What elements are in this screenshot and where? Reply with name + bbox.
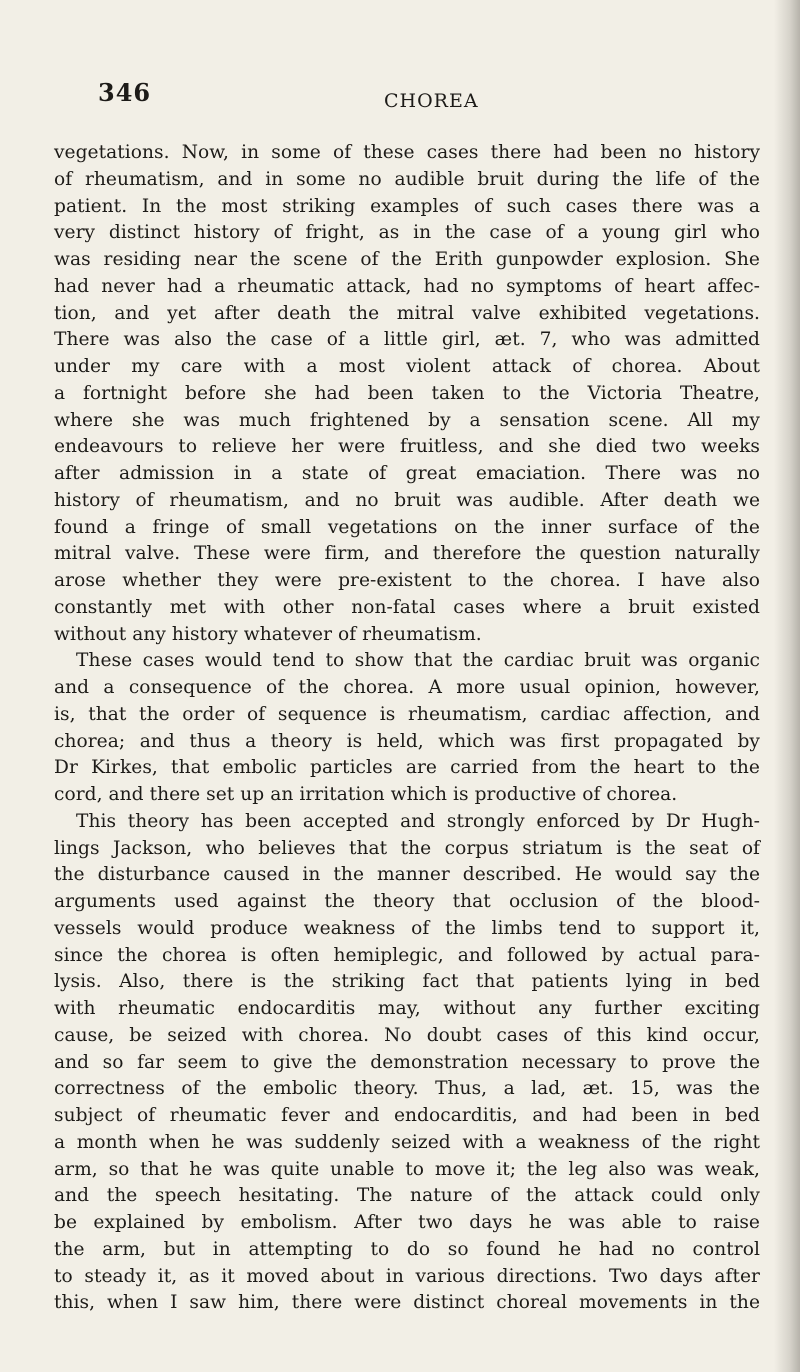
text-line: arose whether they were pre-existent to the chorea. I have also	[54, 570, 760, 591]
text-line: There was also the case of a little girl, æt. 7, who was admitted	[54, 329, 760, 351]
text-line: vessels would produce weakness of the limbs tend to support it,	[54, 917, 760, 939]
text-line: lings Jackson, who believes that the corpus striatum is the seat of	[54, 837, 760, 859]
text-line: very distinct history of fright, as in the case of a young girl who	[54, 222, 760, 244]
text-line: cord, and there set up an irritation which is productive of chorea.	[54, 784, 678, 805]
text-line: of rheumatism, and in some no audible bruit during the life of the	[54, 168, 760, 190]
text-line: endeavours to relieve her were fruitless, and she died two weeks	[54, 436, 760, 458]
text-line: subject of rheumatic fever and endocarditis, and had been in bed	[54, 1105, 760, 1126]
text-line: cause, be seized with chorea. No doubt cases of this kind occur,	[54, 1024, 760, 1046]
text-line: is, that the order of sequence is rheumatism, cardiac affection, and	[54, 703, 760, 725]
text-line: This theory has been accepted and strongly enforced by Dr Hugh-	[76, 810, 760, 832]
body-text	[54, 140, 760, 1317]
text-line: after admission in a state of great emaciation. There was no	[54, 463, 760, 484]
text-line: a fortnight before she had been taken to the Victoria Theatre,	[54, 382, 760, 404]
text-line: this, when I saw him, there were distinct choreal movements in the	[54, 1292, 760, 1314]
text-line: history of rheumatism, and no bruit was audible. After death we	[54, 489, 760, 511]
text-line: Dr Kirkes, that embolic particles are carried from the heart to the	[54, 757, 760, 779]
text-line: the arm, but in attempting to do so found he had no control	[54, 1238, 760, 1260]
text-line: since the chorea is often hemiplegic, and followed by actual para-	[54, 944, 760, 966]
text-line: mitral valve. These were firm, and therefore the question naturally	[54, 543, 760, 565]
text-line: under my care with a most violent attack of chorea. About	[54, 356, 760, 377]
text-line: correctness of the embolic theory. Thus, a lad, æt. 15, was the	[54, 1078, 760, 1100]
text-line: to steady it, as it moved about in various directions. Two days after	[54, 1265, 760, 1287]
text-line: had never had a rheumatic attack, had no symptoms of heart affec-	[54, 275, 760, 297]
text-line: patient. In the most striking examples of such cases there was a	[54, 195, 760, 217]
text-line: chorea; and thus a theory is held, which was first propagated by	[54, 730, 760, 752]
text-line: with rheumatic endocarditis may, without any further exciting	[54, 998, 760, 1019]
running-head: CHOREA	[384, 90, 479, 112]
text-line: the disturbance caused in the manner described. He would say the	[54, 864, 760, 886]
text-line: arguments used against the theory that occlusion of the blood-	[54, 891, 760, 912]
text-line: These cases would tend to show that the cardiac bruit was organic	[76, 650, 760, 672]
text-line: vegetations. Now, in some of these cases there had been no history	[54, 142, 760, 163]
text-line: and a consequence of the chorea. A more usual opinion, however,	[54, 677, 760, 698]
text-line: where she was much frightened by a sensation scene. All my	[54, 409, 760, 431]
text-line: be explained by embolism. After two days he was able to raise	[54, 1212, 760, 1233]
text-line: lysis. Also, there is the striking fact that patients lying in bed	[54, 971, 760, 993]
page-edge-shadow	[774, 0, 800, 1372]
page-number: 346	[98, 78, 152, 107]
text-line: arm, so that he was quite unable to move it; the leg also was weak,	[54, 1158, 760, 1180]
text-line: was residing near the scene of the Erith gunpowder explosion. She	[54, 249, 760, 270]
text-line: without any history whatever of rheumatism.	[54, 623, 482, 645]
text-line: and so far seem to give the demonstration necessary to prove the	[54, 1051, 760, 1073]
text-line: and the speech hesitating. The nature of the attack could only	[54, 1185, 760, 1207]
page-header	[0, 78, 800, 118]
text-line: a month when he was suddenly seized with a weakness of the right	[54, 1131, 760, 1153]
text-line: constantly met with other non-fatal cases where a bruit existed	[54, 596, 760, 618]
text-line: found a fringe of small vegetations on the inner surface of the	[54, 516, 760, 538]
text-line: tion, and yet after death the mitral valve exhibited vegetations.	[54, 302, 760, 324]
